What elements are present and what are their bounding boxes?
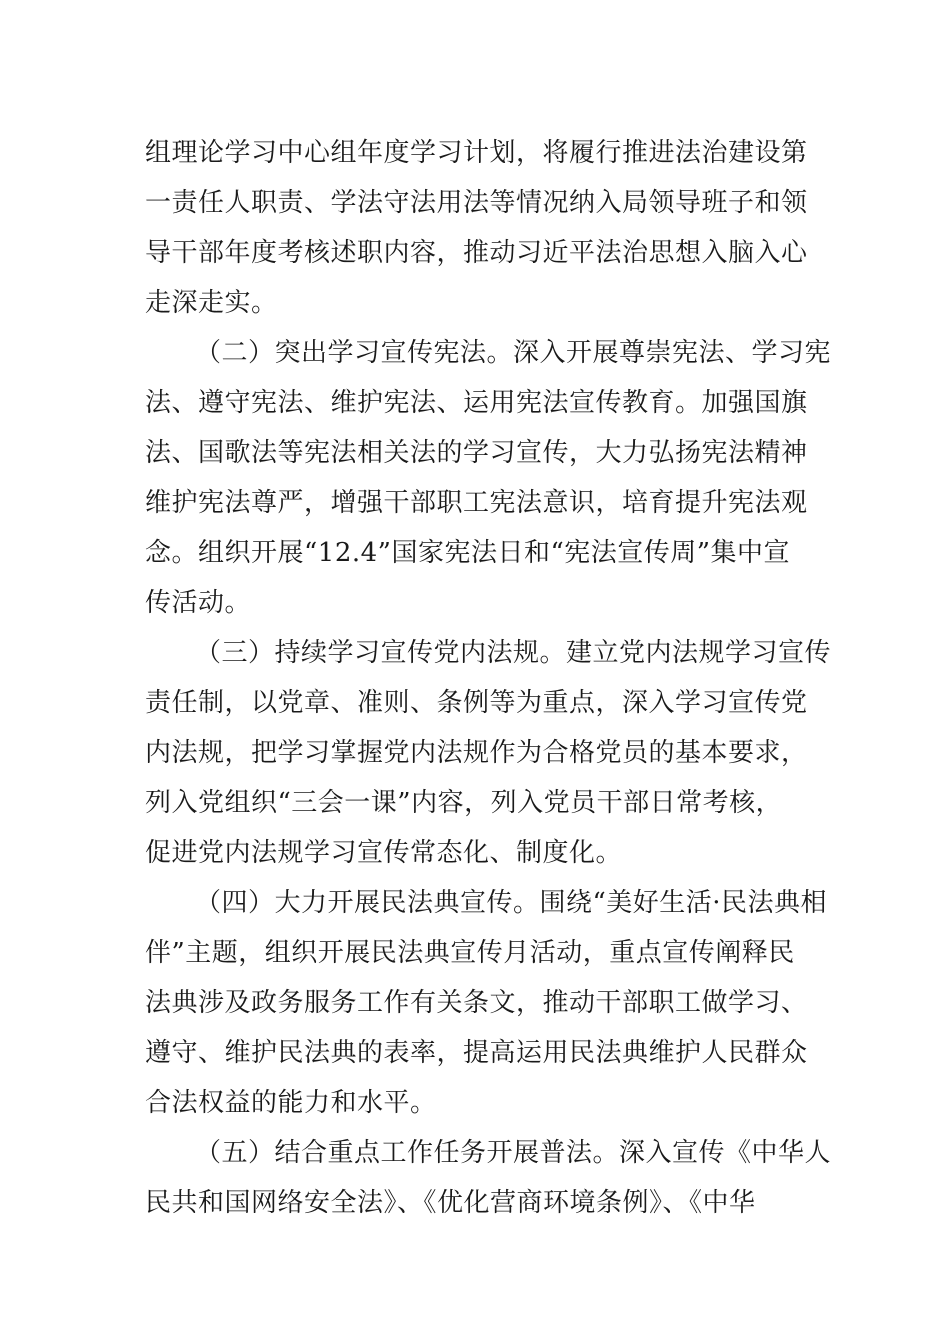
text-line: 导干部年度考核述职内容，推动习近平法治思想入脑入心 <box>145 238 808 268</box>
paragraph-heading-line: （四）大力开展民法典宣传。围绕“美好生活·民法典相 <box>195 888 828 918</box>
text-line: 责任制，以党章、准则、条例等为重点，深入学习宣传党 <box>145 688 808 718</box>
text-line: 念。组织开展“12.4”国家宪法日和“宪法宣传周”集中宣 <box>145 538 791 568</box>
text-line: 内法规，把学习掌握党内法规作为合格党员的基本要求， <box>145 738 808 768</box>
text-line: 合法权益的能力和水平。 <box>145 1088 437 1118</box>
paragraph-heading-line: （五）结合重点工作任务开展普法。深入宣传《中华人 <box>195 1138 832 1168</box>
text-line: 列入党组织“三会一课”内容，列入党员干部日常考核， <box>145 788 783 818</box>
paragraph-heading-line: （三）持续学习宣传党内法规。建立党内法规学习宣传 <box>195 638 832 668</box>
text-line: 促进党内法规学习宣传常态化、制度化。 <box>145 838 623 868</box>
text-line: 伴”主题，组织开展民法典宣传月活动，重点宣传阐释民 <box>145 938 795 968</box>
text-line: 一责任人职责、学法守法用法等情况纳入局领导班子和领 <box>145 188 808 218</box>
text-line: 传活动。 <box>145 588 252 618</box>
text-line: 民共和国网络安全法》、《优化营商环境条例》、《中华 <box>145 1188 756 1218</box>
text-line: 组理论学习中心组年度学习计划，将履行推进法治建设第 <box>145 138 808 168</box>
text-line: 走深走实。 <box>145 288 278 318</box>
paragraph-heading-line: （二）突出学习宣传宪法。深入开展尊崇宪法、学习宪 <box>195 338 832 368</box>
text-line: 法典涉及政务服务工作有关条文，推动干部职工做学习、 <box>145 988 808 1018</box>
text-line: 遵守、维护民法典的表率，提高运用民法典维护人民群众 <box>145 1038 808 1068</box>
text-line: 维护宪法尊严，增强干部职工宪法意识，培育提升宪法观 <box>145 488 808 518</box>
text-line: 法、国歌法等宪法相关法的学习宣传，大力弘扬宪法精神 <box>145 438 808 468</box>
text-line: 法、遵守宪法、维护宪法、运用宪法宣传教育。加强国旗 <box>145 388 808 418</box>
